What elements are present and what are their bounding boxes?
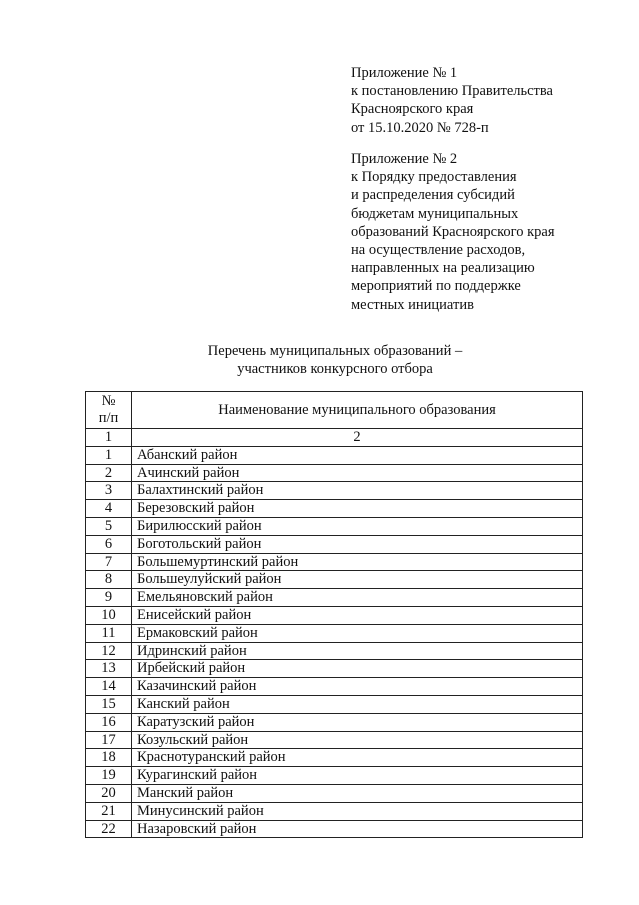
row-name-cell: Козульский район [132, 731, 583, 749]
table-row [86, 820, 583, 838]
document-title-line: участников конкурсного отбора [237, 361, 433, 377]
row-number-cell: 11 [86, 624, 132, 642]
row-name-cell: Абанский район [132, 446, 583, 464]
row-number-cell: 1 [86, 446, 132, 464]
row-name-cell: Ермаковский район [132, 624, 583, 642]
table-row [86, 535, 583, 553]
table-row [86, 802, 583, 820]
appendix-2-line: бюджетам муниципальных [351, 205, 519, 222]
appendix-2-line: к Порядку предоставления [351, 169, 517, 186]
row-name-cell: Большеулуйский район [132, 571, 583, 589]
appendix-2-line: образований Красноярского края [351, 223, 555, 240]
row-name-cell: Канский район [132, 695, 583, 713]
row-number-cell: 6 [86, 535, 132, 553]
row-number-cell: 10 [86, 606, 132, 624]
row-number-cell: 22 [86, 820, 132, 838]
row-name-cell: Минусинский район [132, 802, 583, 820]
row-number-cell: 4 [86, 500, 132, 518]
appendix-1-line: Приложение № 1 [351, 65, 458, 81]
row-name-cell: Казачинский район [132, 678, 583, 696]
appendix-2-line: на осуществление расходов, [351, 242, 526, 259]
table-row [86, 446, 583, 464]
row-name-cell: Емельяновский район [132, 589, 583, 607]
row-number-cell: 3 [86, 482, 132, 500]
row-number-cell: 13 [86, 660, 132, 678]
table-row [86, 482, 583, 500]
row-name-cell: Енисейский район [132, 606, 583, 624]
table-row [86, 678, 583, 696]
table-row [86, 553, 583, 571]
table-row [86, 749, 583, 767]
appendix-1-line: к постановлению Правительства [351, 83, 553, 100]
row-name-cell: Ирбейский район [132, 660, 583, 678]
appendix-2-block [351, 150, 601, 314]
municipalities-table [85, 391, 583, 838]
table-row [86, 606, 583, 624]
appendix-2-line: направленных на реализацию [351, 260, 535, 277]
row-name-cell: Манский район [132, 784, 583, 802]
table-row [86, 713, 583, 731]
row-number-cell: 12 [86, 642, 132, 660]
appendix-1-line: от 15.10.2020 № 728-п [351, 119, 489, 136]
table-row [86, 500, 583, 518]
table-row [86, 624, 583, 642]
row-name-cell: Курагинский район [132, 767, 583, 785]
row-name-cell: Балахтинский район [132, 482, 583, 500]
row-name-cell: Большемуртинский район [132, 553, 583, 571]
column-number-2: 2 [132, 429, 583, 447]
table-row [86, 784, 583, 802]
row-number-cell: 14 [86, 678, 132, 696]
appendix-1-line: Красноярского края [351, 101, 474, 118]
appendix-2-line: местных инициатив [351, 296, 474, 313]
row-name-cell: Боготольский район [132, 535, 583, 553]
header-name-cell: Наименование муниципального образования [132, 392, 583, 429]
table-row [86, 642, 583, 660]
header-number-sublabel: п/п [98, 410, 119, 426]
row-number-cell: 9 [86, 589, 132, 607]
row-name-cell: Краснотуранский район [132, 749, 583, 767]
row-number-cell: 21 [86, 802, 132, 820]
header-number-cell [86, 392, 132, 429]
table-header-row [86, 392, 583, 429]
row-number-cell: 17 [86, 731, 132, 749]
appendix-1-block [351, 64, 601, 137]
table-row [86, 767, 583, 785]
appendix-2-line: Приложение № 2 [351, 151, 458, 167]
row-name-cell: Ачинский район [132, 464, 583, 482]
row-number-cell: 19 [86, 767, 132, 785]
row-number-cell: 16 [86, 713, 132, 731]
row-number-cell: 15 [86, 695, 132, 713]
row-number-cell: 2 [86, 464, 132, 482]
column-number-1: 1 [86, 429, 132, 447]
column-numbering-row [86, 429, 583, 447]
row-number-cell: 8 [86, 571, 132, 589]
row-number-cell: 5 [86, 517, 132, 535]
row-number-cell: 18 [86, 749, 132, 767]
header-number-label: № [101, 393, 116, 409]
row-number-cell: 20 [86, 784, 132, 802]
row-name-cell: Идринский район [132, 642, 583, 660]
document-title [170, 342, 500, 378]
appendix-2-line: и распределения субсидий [351, 187, 515, 204]
row-name-cell: Бирилюсский район [132, 517, 583, 535]
row-number-cell: 7 [86, 553, 132, 571]
table-row [86, 731, 583, 749]
row-name-cell: Назаровский район [132, 820, 583, 838]
appendix-2-line: мероприятий по поддержке [351, 278, 521, 295]
table-row [86, 695, 583, 713]
table-row [86, 589, 583, 607]
table-row [86, 517, 583, 535]
row-name-cell: Каратузский район [132, 713, 583, 731]
table-row [86, 571, 583, 589]
document-title-line: Перечень муниципальных образований – [207, 343, 463, 359]
table-row [86, 660, 583, 678]
row-name-cell: Березовский район [132, 500, 583, 518]
table-row [86, 464, 583, 482]
